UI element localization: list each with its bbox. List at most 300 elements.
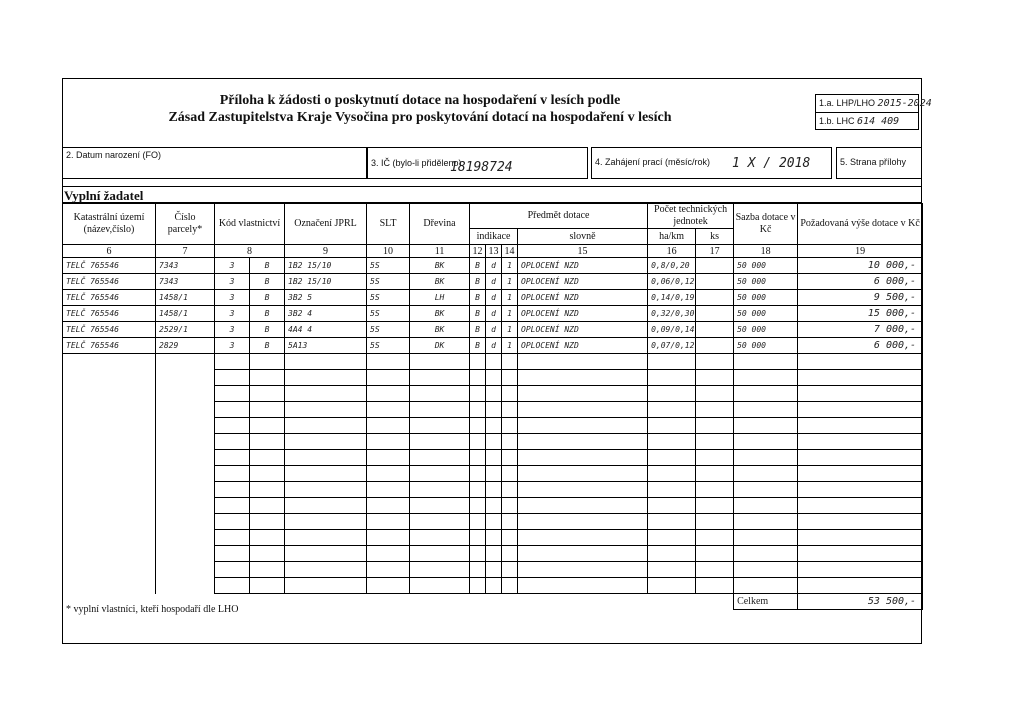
cell-slovne[interactable] bbox=[518, 498, 648, 514]
cell-katastr[interactable] bbox=[63, 466, 156, 482]
cell-jprl[interactable]: 4A4 4 bbox=[285, 322, 367, 338]
cell-parcela[interactable] bbox=[156, 386, 215, 402]
cell-katastr[interactable] bbox=[63, 530, 156, 546]
cell-i14[interactable] bbox=[502, 562, 518, 578]
cell-pozadovana[interactable] bbox=[798, 482, 923, 498]
cell-pozadovana[interactable] bbox=[798, 530, 923, 546]
cell-i12[interactable] bbox=[470, 578, 486, 594]
cell-i13[interactable] bbox=[486, 370, 502, 386]
cell-slovne[interactable] bbox=[518, 354, 648, 370]
cell-ha[interactable] bbox=[648, 386, 696, 402]
cell-parcela[interactable] bbox=[156, 466, 215, 482]
cell-ks[interactable] bbox=[696, 290, 734, 306]
cell-i13[interactable] bbox=[486, 514, 502, 530]
cell-pozadovana[interactable] bbox=[798, 370, 923, 386]
cell-druh[interactable]: B bbox=[250, 338, 285, 354]
cell-kod[interactable] bbox=[215, 402, 250, 418]
cell-i14[interactable]: 1 bbox=[502, 290, 518, 306]
cell-drevina[interactable]: DK bbox=[410, 338, 470, 354]
cell-i12[interactable]: B bbox=[470, 338, 486, 354]
cell-drevina[interactable] bbox=[410, 418, 470, 434]
cell-slovne[interactable] bbox=[518, 418, 648, 434]
cell-kod[interactable] bbox=[215, 498, 250, 514]
cell-katastr[interactable] bbox=[63, 546, 156, 562]
cell-i13[interactable] bbox=[486, 482, 502, 498]
cell-katastr[interactable]: TELČ 765546 bbox=[63, 258, 156, 274]
cell-drevina[interactable]: BK bbox=[410, 274, 470, 290]
cell-i14[interactable] bbox=[502, 482, 518, 498]
cell-slt[interactable]: 5S bbox=[367, 290, 410, 306]
cell-jprl[interactable] bbox=[285, 354, 367, 370]
cell-kod[interactable] bbox=[215, 482, 250, 498]
cell-pozadovana[interactable] bbox=[798, 562, 923, 578]
cell-i13[interactable] bbox=[486, 434, 502, 450]
cell-i14[interactable]: 1 bbox=[502, 258, 518, 274]
cell-slovne[interactable]: OPLOCENÍ NZD bbox=[518, 322, 648, 338]
cell-pozadovana[interactable] bbox=[798, 450, 923, 466]
cell-ha[interactable]: 0,09/0,14 bbox=[648, 322, 696, 338]
cell-druh[interactable]: B bbox=[250, 306, 285, 322]
total-value[interactable]: 53 500,- bbox=[798, 594, 923, 610]
cell-sazba[interactable] bbox=[734, 402, 798, 418]
cell-jprl[interactable] bbox=[285, 418, 367, 434]
cell-jprl[interactable] bbox=[285, 562, 367, 578]
cell-kod[interactable] bbox=[215, 418, 250, 434]
cell-pozadovana[interactable] bbox=[798, 434, 923, 450]
cell-ks[interactable] bbox=[696, 338, 734, 354]
cell-slovne[interactable] bbox=[518, 386, 648, 402]
cell-druh[interactable] bbox=[250, 386, 285, 402]
cell-slovne[interactable] bbox=[518, 514, 648, 530]
cell-drevina[interactable]: BK bbox=[410, 258, 470, 274]
cell-parcela[interactable] bbox=[156, 514, 215, 530]
cell-ks[interactable] bbox=[696, 450, 734, 466]
cell-i12[interactable] bbox=[470, 466, 486, 482]
cell-slt[interactable] bbox=[367, 466, 410, 482]
cell-ha[interactable] bbox=[648, 530, 696, 546]
cell-i12[interactable] bbox=[470, 562, 486, 578]
cell-i12[interactable]: B bbox=[470, 306, 486, 322]
cell-slovne[interactable] bbox=[518, 434, 648, 450]
cell-i13[interactable]: d bbox=[486, 338, 502, 354]
cell-drevina[interactable] bbox=[410, 578, 470, 594]
cell-slt[interactable] bbox=[367, 354, 410, 370]
cell-slt[interactable]: 5S bbox=[367, 274, 410, 290]
cell-i14[interactable] bbox=[502, 370, 518, 386]
cell-i13[interactable] bbox=[486, 498, 502, 514]
cell-sazba[interactable] bbox=[734, 386, 798, 402]
cell-ha[interactable] bbox=[648, 562, 696, 578]
cell-jprl[interactable]: 1B2 15/10 bbox=[285, 274, 367, 290]
cell-ks[interactable] bbox=[696, 402, 734, 418]
cell-parcela[interactable] bbox=[156, 530, 215, 546]
cell-i13[interactable] bbox=[486, 466, 502, 482]
cell-katastr[interactable]: TELČ 765546 bbox=[63, 306, 156, 322]
cell-sazba[interactable] bbox=[734, 434, 798, 450]
cell-ks[interactable] bbox=[696, 258, 734, 274]
cell-parcela[interactable]: 7343 bbox=[156, 258, 215, 274]
cell-ks[interactable] bbox=[696, 386, 734, 402]
cell-i12[interactable] bbox=[470, 482, 486, 498]
cell-i13[interactable] bbox=[486, 578, 502, 594]
cell-slovne[interactable]: OPLOCENÍ NZD bbox=[518, 290, 648, 306]
page-field[interactable] bbox=[836, 147, 922, 179]
cell-i13[interactable]: d bbox=[486, 322, 502, 338]
cell-i13[interactable]: d bbox=[486, 290, 502, 306]
cell-slovne[interactable] bbox=[518, 546, 648, 562]
cell-kod[interactable] bbox=[215, 466, 250, 482]
cell-slovne[interactable] bbox=[518, 482, 648, 498]
cell-i12[interactable]: B bbox=[470, 290, 486, 306]
cell-pozadovana[interactable] bbox=[798, 354, 923, 370]
cell-slovne[interactable] bbox=[518, 530, 648, 546]
cell-i12[interactable]: B bbox=[470, 258, 486, 274]
cell-slovne[interactable]: OPLOCENÍ NZD bbox=[518, 306, 648, 322]
cell-katastr[interactable] bbox=[63, 418, 156, 434]
cell-ks[interactable] bbox=[696, 274, 734, 290]
cell-sazba[interactable] bbox=[734, 466, 798, 482]
cell-parcela[interactable]: 7343 bbox=[156, 274, 215, 290]
cell-sazba[interactable]: 50 000 bbox=[734, 290, 798, 306]
cell-katastr[interactable] bbox=[63, 562, 156, 578]
cell-ha[interactable] bbox=[648, 482, 696, 498]
cell-jprl[interactable] bbox=[285, 434, 367, 450]
cell-sazba[interactable] bbox=[734, 370, 798, 386]
cell-ha[interactable] bbox=[648, 418, 696, 434]
cell-kod[interactable]: 3 bbox=[215, 258, 250, 274]
cell-ks[interactable] bbox=[696, 322, 734, 338]
cell-drevina[interactable] bbox=[410, 546, 470, 562]
cell-ks[interactable] bbox=[696, 578, 734, 594]
cell-kod[interactable] bbox=[215, 450, 250, 466]
cell-i14[interactable] bbox=[502, 466, 518, 482]
cell-i13[interactable]: d bbox=[486, 306, 502, 322]
cell-druh[interactable] bbox=[250, 354, 285, 370]
cell-i13[interactable] bbox=[486, 530, 502, 546]
cell-druh[interactable] bbox=[250, 402, 285, 418]
cell-sazba[interactable] bbox=[734, 546, 798, 562]
cell-drevina[interactable] bbox=[410, 386, 470, 402]
cell-slt[interactable]: 5S bbox=[367, 322, 410, 338]
cell-slovne[interactable] bbox=[518, 562, 648, 578]
cell-sazba[interactable]: 50 000 bbox=[734, 306, 798, 322]
cell-ha[interactable] bbox=[648, 354, 696, 370]
cell-pozadovana[interactable]: 6 000,- bbox=[798, 338, 923, 354]
cell-slt[interactable] bbox=[367, 482, 410, 498]
cell-slt[interactable] bbox=[367, 434, 410, 450]
cell-jprl[interactable] bbox=[285, 402, 367, 418]
cell-ks[interactable] bbox=[696, 546, 734, 562]
cell-i14[interactable] bbox=[502, 402, 518, 418]
cell-slt[interactable]: 5S bbox=[367, 306, 410, 322]
cell-ha[interactable] bbox=[648, 498, 696, 514]
cell-slovne[interactable] bbox=[518, 450, 648, 466]
cell-parcela[interactable] bbox=[156, 546, 215, 562]
cell-jprl[interactable] bbox=[285, 482, 367, 498]
cell-i13[interactable]: d bbox=[486, 274, 502, 290]
cell-druh[interactable]: B bbox=[250, 322, 285, 338]
cell-ha[interactable] bbox=[648, 578, 696, 594]
cell-parcela[interactable] bbox=[156, 402, 215, 418]
lhp-value[interactable]: 2015-2024 bbox=[877, 98, 932, 109]
cell-katastr[interactable]: TELČ 765546 bbox=[63, 338, 156, 354]
cell-drevina[interactable]: BK bbox=[410, 306, 470, 322]
cell-ks[interactable] bbox=[696, 530, 734, 546]
cell-i12[interactable] bbox=[470, 418, 486, 434]
cell-druh[interactable] bbox=[250, 450, 285, 466]
cell-i12[interactable] bbox=[470, 450, 486, 466]
cell-katastr[interactable] bbox=[63, 370, 156, 386]
cell-sazba[interactable]: 50 000 bbox=[734, 274, 798, 290]
cell-pozadovana[interactable] bbox=[798, 418, 923, 434]
cell-kod[interactable] bbox=[215, 514, 250, 530]
cell-i14[interactable]: 1 bbox=[502, 306, 518, 322]
cell-parcela[interactable] bbox=[156, 482, 215, 498]
cell-sazba[interactable]: 50 000 bbox=[734, 258, 798, 274]
cell-i14[interactable] bbox=[502, 354, 518, 370]
cell-druh[interactable]: B bbox=[250, 258, 285, 274]
cell-parcela[interactable]: 2829 bbox=[156, 338, 215, 354]
cell-pozadovana[interactable] bbox=[798, 578, 923, 594]
cell-i14[interactable] bbox=[502, 578, 518, 594]
cell-jprl[interactable]: 3B2 4 bbox=[285, 306, 367, 322]
cell-katastr[interactable] bbox=[63, 434, 156, 450]
cell-parcela[interactable] bbox=[156, 450, 215, 466]
cell-i12[interactable] bbox=[470, 514, 486, 530]
cell-druh[interactable] bbox=[250, 514, 285, 530]
cell-jprl[interactable] bbox=[285, 546, 367, 562]
cell-drevina[interactable] bbox=[410, 466, 470, 482]
cell-i13[interactable] bbox=[486, 418, 502, 434]
cell-slovne[interactable] bbox=[518, 402, 648, 418]
cell-slt[interactable]: 5S bbox=[367, 258, 410, 274]
cell-i12[interactable]: B bbox=[470, 274, 486, 290]
cell-slovne[interactable] bbox=[518, 466, 648, 482]
cell-i12[interactable] bbox=[470, 402, 486, 418]
cell-i14[interactable]: 1 bbox=[502, 338, 518, 354]
cell-druh[interactable] bbox=[250, 482, 285, 498]
cell-slovne[interactable] bbox=[518, 370, 648, 386]
cell-parcela[interactable]: 1458/1 bbox=[156, 306, 215, 322]
cell-sazba[interactable]: 50 000 bbox=[734, 338, 798, 354]
cell-slt[interactable] bbox=[367, 418, 410, 434]
cell-i12[interactable] bbox=[470, 386, 486, 402]
cell-i14[interactable] bbox=[502, 498, 518, 514]
cell-i13[interactable] bbox=[486, 402, 502, 418]
cell-kod[interactable]: 3 bbox=[215, 290, 250, 306]
cell-druh[interactable] bbox=[250, 530, 285, 546]
cell-drevina[interactable] bbox=[410, 354, 470, 370]
cell-katastr[interactable] bbox=[63, 578, 156, 594]
cell-katastr[interactable] bbox=[63, 498, 156, 514]
cell-ha[interactable] bbox=[648, 450, 696, 466]
cell-pozadovana[interactable]: 10 000,- bbox=[798, 258, 923, 274]
cell-sazba[interactable] bbox=[734, 514, 798, 530]
cell-parcela[interactable] bbox=[156, 418, 215, 434]
cell-druh[interactable] bbox=[250, 546, 285, 562]
cell-kod[interactable]: 3 bbox=[215, 322, 250, 338]
cell-parcela[interactable] bbox=[156, 562, 215, 578]
cell-i14[interactable] bbox=[502, 434, 518, 450]
cell-i14[interactable]: 1 bbox=[502, 274, 518, 290]
cell-parcela[interactable] bbox=[156, 370, 215, 386]
cell-jprl[interactable] bbox=[285, 450, 367, 466]
cell-sazba[interactable] bbox=[734, 482, 798, 498]
cell-katastr[interactable]: TELČ 765546 bbox=[63, 274, 156, 290]
cell-slt[interactable] bbox=[367, 370, 410, 386]
cell-parcela[interactable]: 1458/1 bbox=[156, 290, 215, 306]
cell-kod[interactable] bbox=[215, 370, 250, 386]
cell-sazba[interactable] bbox=[734, 562, 798, 578]
cell-ks[interactable] bbox=[696, 418, 734, 434]
cell-ks[interactable] bbox=[696, 434, 734, 450]
cell-i13[interactable] bbox=[486, 354, 502, 370]
cell-i14[interactable]: 1 bbox=[502, 322, 518, 338]
cell-katastr[interactable] bbox=[63, 450, 156, 466]
cell-pozadovana[interactable] bbox=[798, 546, 923, 562]
cell-jprl[interactable]: 3B2 5 bbox=[285, 290, 367, 306]
cell-katastr[interactable] bbox=[63, 402, 156, 418]
cell-jprl[interactable]: 5A13 bbox=[285, 338, 367, 354]
cell-pozadovana[interactable] bbox=[798, 514, 923, 530]
cell-kod[interactable] bbox=[215, 530, 250, 546]
cell-ha[interactable]: 0,8/0,20 bbox=[648, 258, 696, 274]
cell-drevina[interactable]: BK bbox=[410, 322, 470, 338]
cell-slovne[interactable]: OPLOCENÍ NZD bbox=[518, 338, 648, 354]
cell-i12[interactable] bbox=[470, 530, 486, 546]
cell-jprl[interactable] bbox=[285, 530, 367, 546]
cell-kod[interactable]: 3 bbox=[215, 306, 250, 322]
cell-parcela[interactable] bbox=[156, 354, 215, 370]
cell-sazba[interactable] bbox=[734, 450, 798, 466]
cell-druh[interactable]: B bbox=[250, 290, 285, 306]
cell-slt[interactable] bbox=[367, 402, 410, 418]
cell-katastr[interactable] bbox=[63, 386, 156, 402]
cell-i14[interactable] bbox=[502, 514, 518, 530]
cell-sazba[interactable]: 50 000 bbox=[734, 322, 798, 338]
cell-drevina[interactable] bbox=[410, 402, 470, 418]
cell-ha[interactable] bbox=[648, 466, 696, 482]
cell-i13[interactable] bbox=[486, 546, 502, 562]
cell-slt[interactable] bbox=[367, 450, 410, 466]
cell-katastr[interactable]: TELČ 765546 bbox=[63, 322, 156, 338]
cell-drevina[interactable] bbox=[410, 562, 470, 578]
cell-katastr[interactable] bbox=[63, 354, 156, 370]
cell-i14[interactable] bbox=[502, 450, 518, 466]
cell-pozadovana[interactable]: 7 000,- bbox=[798, 322, 923, 338]
cell-i14[interactable] bbox=[502, 418, 518, 434]
cell-i14[interactable] bbox=[502, 386, 518, 402]
cell-drevina[interactable] bbox=[410, 370, 470, 386]
cell-ks[interactable] bbox=[696, 306, 734, 322]
cell-sazba[interactable] bbox=[734, 418, 798, 434]
cell-drevina[interactable]: LH bbox=[410, 290, 470, 306]
cell-i12[interactable] bbox=[470, 498, 486, 514]
cell-ks[interactable] bbox=[696, 562, 734, 578]
cell-katastr[interactable] bbox=[63, 514, 156, 530]
cell-slt[interactable] bbox=[367, 530, 410, 546]
cell-jprl[interactable] bbox=[285, 498, 367, 514]
cell-drevina[interactable] bbox=[410, 450, 470, 466]
cell-ks[interactable] bbox=[696, 482, 734, 498]
cell-drevina[interactable] bbox=[410, 514, 470, 530]
cell-slovne[interactable]: OPLOCENÍ NZD bbox=[518, 274, 648, 290]
birth-date-field[interactable] bbox=[62, 147, 367, 179]
cell-ha[interactable] bbox=[648, 370, 696, 386]
cell-kod[interactable] bbox=[215, 354, 250, 370]
cell-sazba[interactable] bbox=[734, 530, 798, 546]
cell-kod[interactable] bbox=[215, 546, 250, 562]
cell-druh[interactable] bbox=[250, 498, 285, 514]
cell-i12[interactable] bbox=[470, 434, 486, 450]
cell-parcela[interactable] bbox=[156, 434, 215, 450]
cell-drevina[interactable] bbox=[410, 434, 470, 450]
cell-i12[interactable] bbox=[470, 354, 486, 370]
cell-slt[interactable] bbox=[367, 546, 410, 562]
cell-druh[interactable]: B bbox=[250, 274, 285, 290]
cell-ks[interactable] bbox=[696, 498, 734, 514]
cell-pozadovana[interactable]: 9 500,- bbox=[798, 290, 923, 306]
cell-druh[interactable] bbox=[250, 434, 285, 450]
cell-i12[interactable] bbox=[470, 370, 486, 386]
cell-slovne[interactable]: OPLOCENÍ NZD bbox=[518, 258, 648, 274]
cell-drevina[interactable] bbox=[410, 482, 470, 498]
cell-slt[interactable] bbox=[367, 498, 410, 514]
cell-i12[interactable]: B bbox=[470, 322, 486, 338]
cell-jprl[interactable] bbox=[285, 578, 367, 594]
cell-drevina[interactable] bbox=[410, 498, 470, 514]
cell-ks[interactable] bbox=[696, 466, 734, 482]
cell-ha[interactable]: 0,32/0,30 bbox=[648, 306, 696, 322]
cell-pozadovana[interactable]: 15 000,- bbox=[798, 306, 923, 322]
cell-sazba[interactable] bbox=[734, 498, 798, 514]
cell-jprl[interactable] bbox=[285, 514, 367, 530]
cell-druh[interactable] bbox=[250, 466, 285, 482]
cell-ha[interactable]: 0,07/0,12 bbox=[648, 338, 696, 354]
cell-pozadovana[interactable] bbox=[798, 402, 923, 418]
cell-jprl[interactable]: 1B2 15/10 bbox=[285, 258, 367, 274]
cell-i12[interactable] bbox=[470, 546, 486, 562]
cell-slt[interactable] bbox=[367, 386, 410, 402]
cell-ha[interactable]: 0,14/0,19 bbox=[648, 290, 696, 306]
lhc-value[interactable]: 614 409 bbox=[857, 116, 900, 127]
cell-ha[interactable] bbox=[648, 546, 696, 562]
cell-pozadovana[interactable] bbox=[798, 386, 923, 402]
cell-slt[interactable]: 5S bbox=[367, 338, 410, 354]
cell-i14[interactable] bbox=[502, 546, 518, 562]
cell-slovne[interactable] bbox=[518, 578, 648, 594]
cell-ks[interactable] bbox=[696, 370, 734, 386]
cell-kod[interactable] bbox=[215, 562, 250, 578]
cell-drevina[interactable] bbox=[410, 530, 470, 546]
cell-i14[interactable] bbox=[502, 530, 518, 546]
cell-parcela[interactable]: 2529/1 bbox=[156, 322, 215, 338]
cell-ha[interactable]: 0,06/0,12 bbox=[648, 274, 696, 290]
cell-druh[interactable] bbox=[250, 418, 285, 434]
cell-i13[interactable] bbox=[486, 562, 502, 578]
cell-kod[interactable] bbox=[215, 578, 250, 594]
cell-druh[interactable] bbox=[250, 578, 285, 594]
cell-katastr[interactable]: TELČ 765546 bbox=[63, 290, 156, 306]
cell-kod[interactable]: 3 bbox=[215, 338, 250, 354]
cell-sazba[interactable] bbox=[734, 578, 798, 594]
cell-kod[interactable] bbox=[215, 434, 250, 450]
cell-i13[interactable] bbox=[486, 386, 502, 402]
cell-parcela[interactable] bbox=[156, 498, 215, 514]
cell-jprl[interactable] bbox=[285, 466, 367, 482]
cell-i13[interactable] bbox=[486, 450, 502, 466]
cell-kod[interactable]: 3 bbox=[215, 274, 250, 290]
